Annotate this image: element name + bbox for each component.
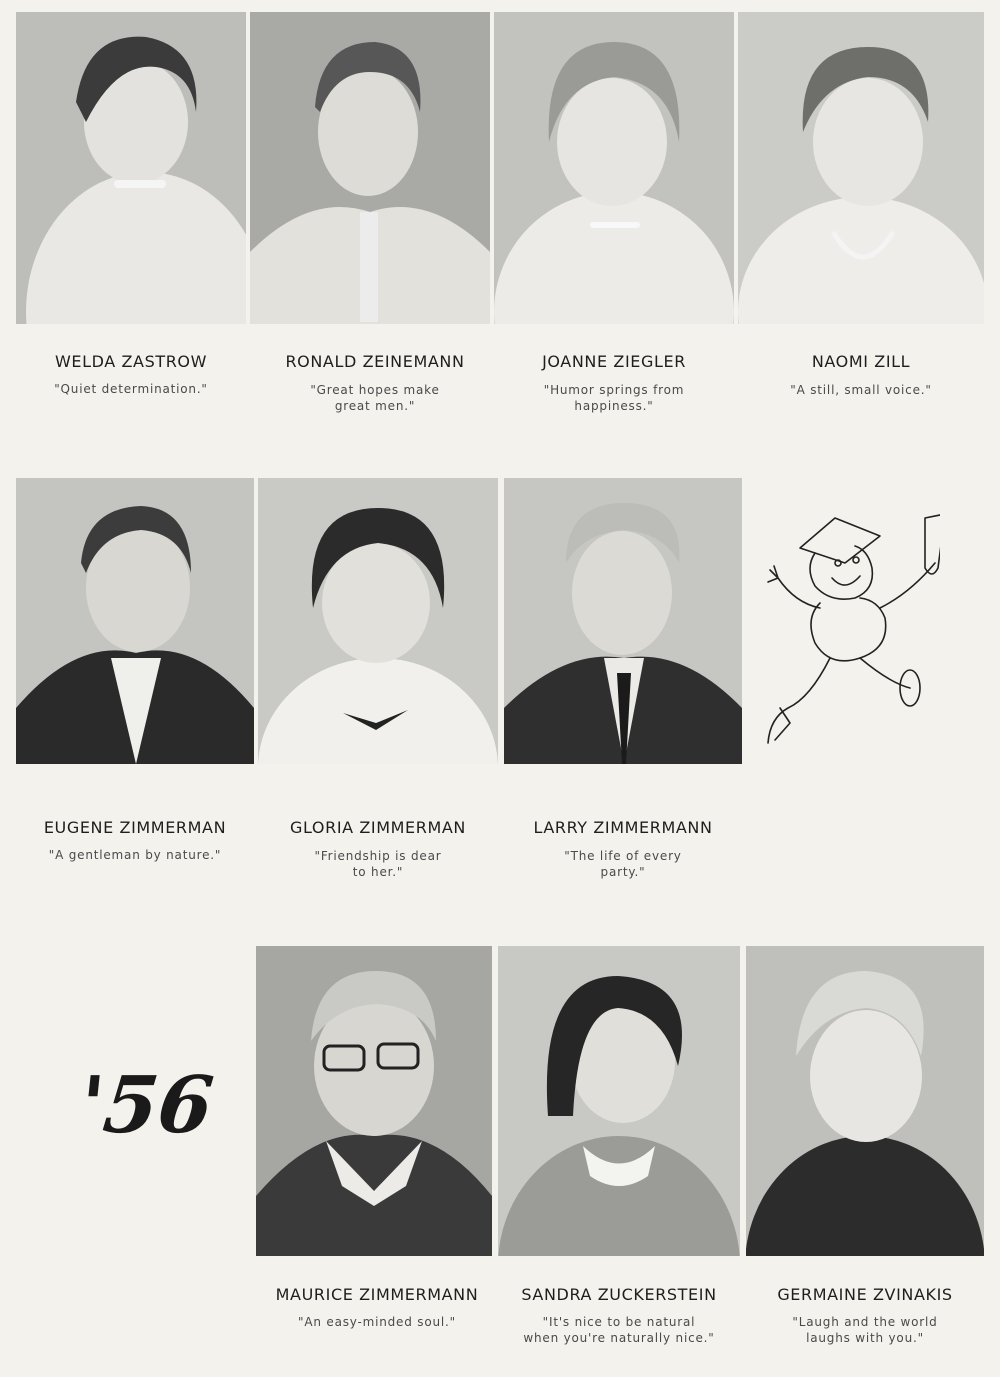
student-quote: "An easy-minded soul." — [298, 1315, 456, 1329]
portrait-welda-zastrow — [16, 12, 246, 324]
student-name: SANDRA ZUCKERSTEIN — [521, 1285, 717, 1304]
student-name: GERMAINE ZVINAKIS — [777, 1285, 953, 1304]
student-quote: "It's nice to be natural when you're naturally nice." — [523, 1315, 715, 1345]
portrait-sandra-zuckerstein — [498, 946, 740, 1256]
student-quote: "Laugh and the world laughs with you." — [792, 1315, 938, 1345]
portrait-germaine-zvinakis — [746, 946, 984, 1256]
class-year-mark: '56 — [75, 1060, 218, 1151]
student-name: JOANNE ZIEGLER — [542, 352, 686, 371]
student-name: RONALD ZEINEMANN — [285, 352, 465, 371]
graduate-cartoon-icon — [760, 508, 940, 753]
student-name: EUGENE ZIMMERMAN — [43, 818, 227, 837]
student-quote: "Quiet determination." — [54, 382, 208, 396]
student-name: WELDA ZASTROW — [54, 352, 208, 371]
student-quote: "Friendship is dear to her." — [314, 849, 442, 879]
portrait-naomi-zill — [738, 12, 984, 324]
portrait-joanne-ziegler — [494, 12, 734, 324]
student-quote: "The life of every party." — [564, 849, 682, 879]
portrait-maurice-zimmermann — [256, 946, 492, 1256]
student-quote: "Humor springs from happiness." — [543, 383, 685, 413]
student-name: NAOMI ZILL — [811, 352, 911, 371]
student-quote: "A gentleman by nature." — [48, 848, 222, 862]
student-name: MAURICE ZIMMERMANN — [275, 1285, 479, 1304]
student-name: LARRY ZIMMERMANN — [533, 818, 713, 837]
portrait-eugene-zimmerman — [16, 478, 254, 764]
portrait-ronald-zeinemann — [250, 12, 490, 324]
student-quote: "A still, small voice." — [790, 383, 932, 397]
portrait-gloria-zimmerman — [258, 478, 498, 764]
portrait-larry-zimmermann — [504, 478, 742, 764]
student-quote: "Great hopes make great men." — [310, 383, 440, 413]
student-name: GLORIA ZIMMERMAN — [289, 818, 467, 837]
